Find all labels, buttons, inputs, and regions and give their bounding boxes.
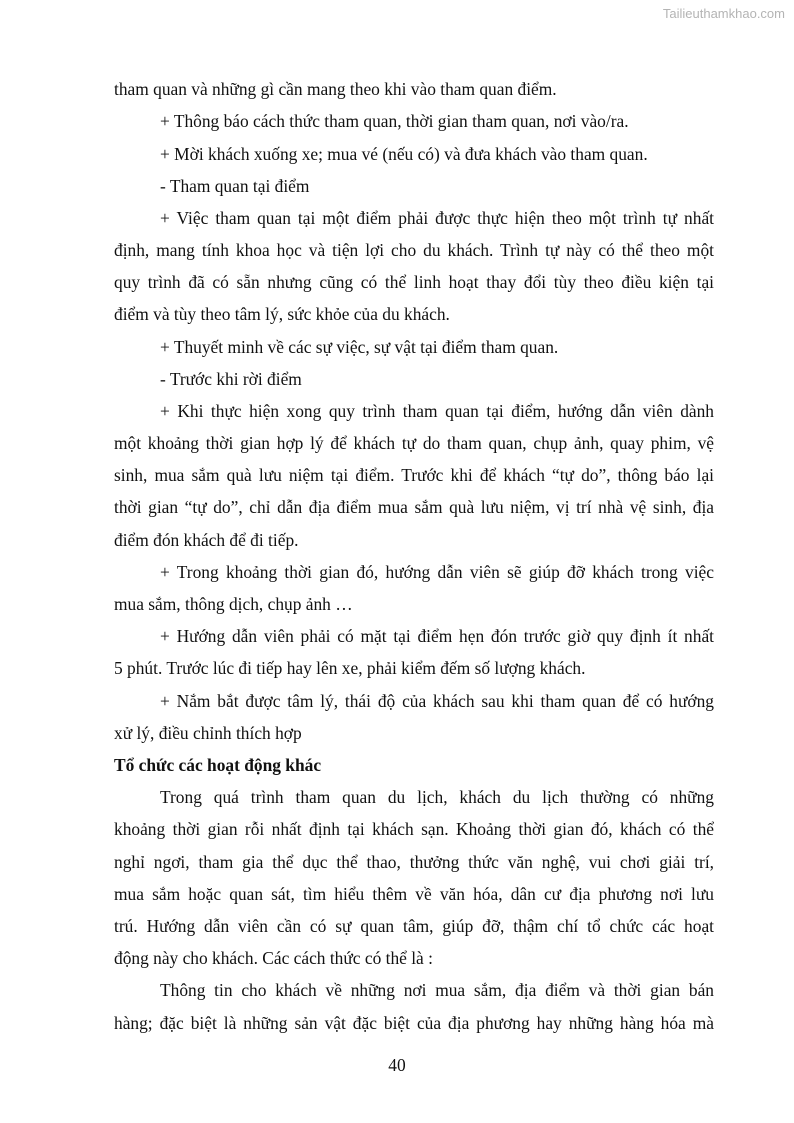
text-line: tham quan và những gì cần mang theo khi vào tham quan điểm. (114, 79, 557, 99)
text-line: + Trong khoảng thời gian đó, hướng dẫn viên sẽ giúp đỡ khách trong việc (160, 562, 714, 582)
page-number: 40 (388, 1055, 406, 1075)
text-line: định, mang tính khoa học và tiện lợi cho du khách. Trình tự này có thể theo một (114, 240, 714, 260)
text-line: + Thuyết minh về các sự việc, sự vật tại điểm tham quan. (160, 337, 559, 357)
text-line: - Trước khi rời điểm (160, 369, 302, 389)
text-line: + Nắm bắt được tâm lý, thái độ của khách sau khi tham quan để có hướng (160, 691, 714, 711)
text-line: Trong quá trình tham quan du lịch, khách du lịch thường có những (160, 787, 714, 807)
text-line: mua sắm hoặc quan sát, tìm hiểu thêm về văn hóa, dân cư địa phương nơi lưu (114, 884, 714, 904)
text-line: 5 phút. Trước lúc đi tiếp hay lên xe, phải kiểm đếm số lượng khách. (114, 658, 586, 678)
watermark: Tailieuthamkhao.com (662, 6, 785, 21)
text-line: mua sắm, thông dịch, chụp ảnh … (114, 594, 353, 614)
text-line: + Việc tham quan tại một điểm phải được thực hiện theo một trình tự nhất (160, 208, 714, 228)
text-line: một khoảng thời gian hợp lý để khách tự do tham quan, chụp ảnh, quay phim, vệ (114, 433, 714, 453)
text-line: xử lý, điều chỉnh thích hợp (114, 723, 302, 743)
text-line: + Khi thực hiện xong quy trình tham quan tại điểm, hướng dẫn viên dành (160, 401, 714, 421)
text-line: động này cho khách. Các cách thức có thể là : (114, 948, 433, 968)
text-line: hàng; đặc biệt là những sản vật đặc biệt của địa phương hay những hàng hóa mà (114, 1013, 714, 1033)
text-line: + Hướng dẫn viên phải có mặt tại điểm hẹn đón trước giờ quy định ít nhất (160, 626, 714, 646)
text-line: quy trình đã có sẵn nhưng cũng có thể linh hoạt thay đổi tùy theo điều kiện tại (114, 272, 714, 292)
text-line: Thông tin cho khách về những nơi mua sắm, địa điểm và thời gian bán (160, 980, 714, 1000)
text-line: điểm và tùy theo tâm lý, sức khỏe của du khách. (114, 304, 450, 324)
section-heading: Tổ chức các hoạt động khác (114, 755, 322, 775)
text-line: - Tham quan tại điểm (160, 176, 310, 196)
text-line: thời gian “tự do”, chỉ dẫn địa điểm mua sắm quà lưu niệm, vị trí nhà vệ sinh, địa (114, 497, 714, 517)
text-line: sinh, mua sắm quà lưu niệm tại điểm. Trước khi để khách “tự do”, thông báo lại (114, 465, 714, 485)
text-line: trú. Hướng dẫn viên cần có sự quan tâm, giúp đỡ, thậm chí tổ chức các hoạt (114, 916, 714, 936)
text-line: điểm đón khách để đi tiếp. (114, 530, 299, 550)
text-line: + Mời khách xuống xe; mua vé (nếu có) và đưa khách vào tham quan. (160, 144, 648, 164)
text-line: + Thông báo cách thức tham quan, thời gian tham quan, nơi vào/ra. (160, 111, 629, 131)
text-line: nghỉ ngơi, tham gia thể dục thể thao, thưởng thức văn nghệ, vui chơi giải trí, (114, 852, 714, 872)
text-line: khoảng thời gian rỗi nhất định tại khách sạn. Khoảng thời gian đó, khách có thể (114, 819, 714, 839)
